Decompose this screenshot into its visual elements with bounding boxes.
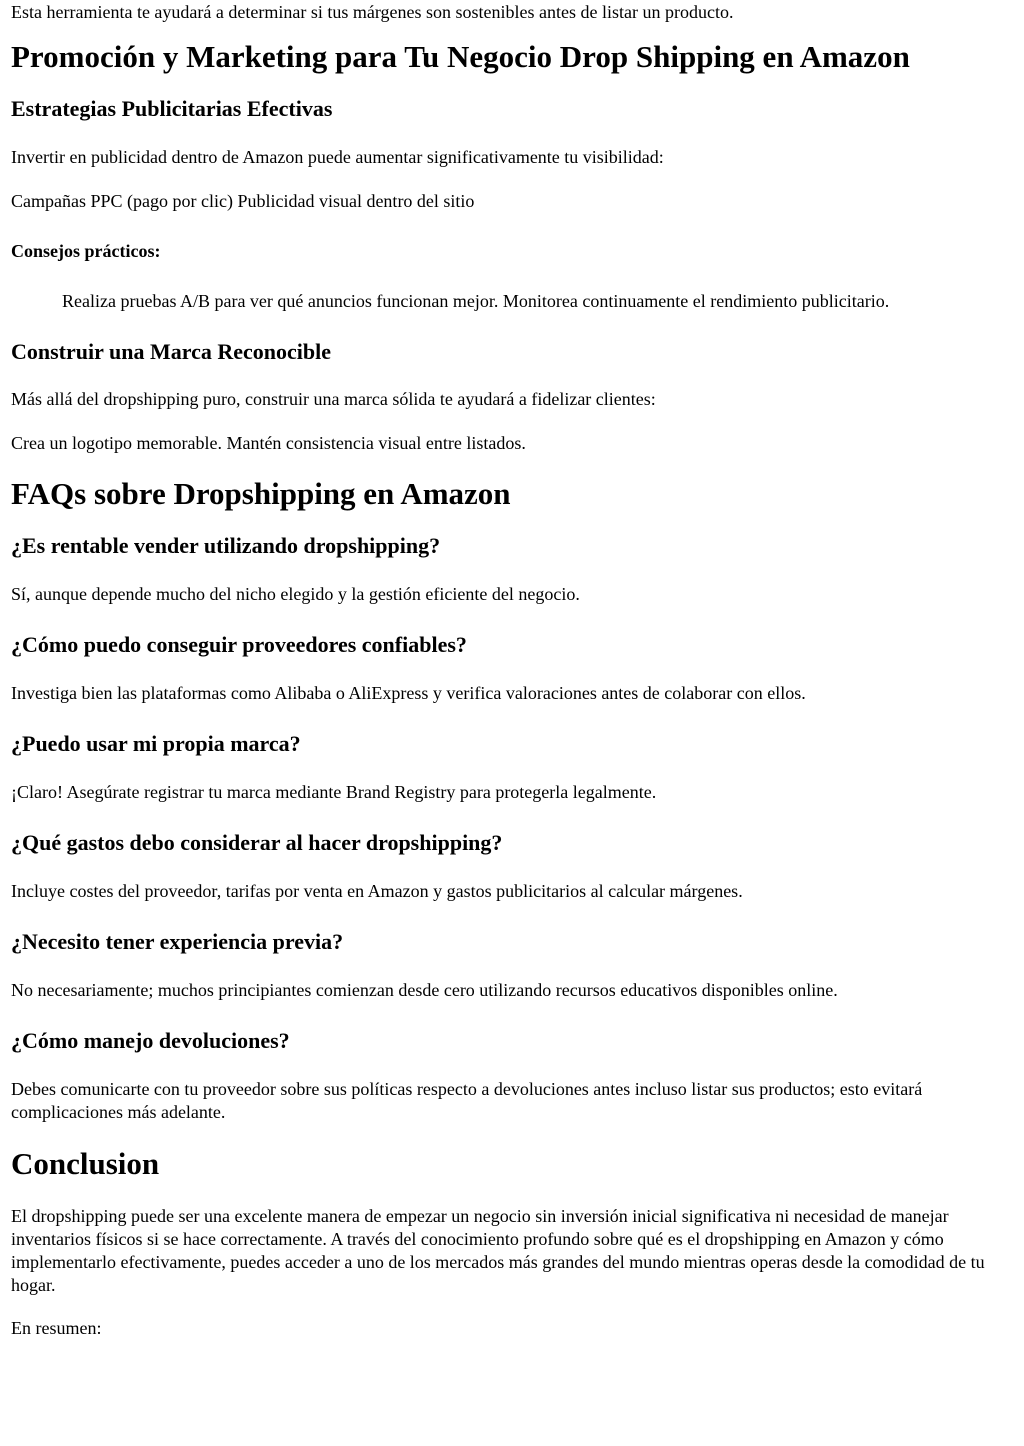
- faq-answer: Investiga bien las plataformas como Alibaba o AliExpress y verifica valoraciones antes de colaborar con ellos.: [11, 683, 806, 703]
- faq-question: ¿Cómo manejo devoluciones?: [11, 1028, 290, 1053]
- faq-item: [11, 532, 1017, 606]
- summary-paragraph: En resumen:: [11, 1318, 102, 1338]
- faq-answer: ¡Claro! Asegúrate registrar tu marca mediante Brand Registry para protegerla legalmente.: [11, 782, 657, 802]
- faq-answer: No necesariamente; muchos principiantes comienzan desde cero utilizando recursos educativos disponibles online.: [11, 980, 838, 1000]
- brand-heading: Construir una Marca Reconocible: [11, 339, 331, 364]
- faq-item: [11, 829, 1017, 903]
- faq-answer: Incluye costes del proveedor, tarifas por venta en Amazon y gastos publicitarios al calcular márgenes.: [11, 881, 743, 901]
- faq-answer: Sí, aunque depende mucho del nicho elegido y la gestión eficiente del negocio.: [11, 584, 580, 604]
- faqs-heading: FAQs sobre Dropshipping en Amazon: [11, 476, 511, 511]
- faq-question: ¿Qué gastos debo considerar al hacer dropshipping?: [11, 830, 503, 855]
- faq-question: ¿Necesito tener experiencia previa?: [11, 929, 344, 954]
- brand-paragraph: Más allá del dropshipping puro, construir una marca sólida te ayudará a fidelizar clientes:: [11, 389, 656, 409]
- faq-question: ¿Puedo usar mi propia marca?: [11, 731, 301, 756]
- faq-item: [11, 631, 1017, 705]
- faq-question: ¿Es rentable vender utilizando dropshipping?: [11, 533, 441, 558]
- faq-item: [11, 730, 1017, 804]
- faq-question: ¿Cómo puedo conseguir proveedores confiables?: [11, 632, 467, 657]
- conclusion-heading: Conclusion: [11, 1146, 160, 1181]
- ads-heading: Estrategias Publicitarias Efectivas: [11, 96, 333, 121]
- faq-item: [11, 1027, 1017, 1124]
- faq-answer: Debes comunicarte con tu proveedor sobre sus políticas respecto a devoluciones antes incluso listar sus productos; esto evitará complicaciones más adelante.: [11, 1079, 923, 1122]
- promo-heading: Promoción y Marketing para Tu Negocio Drop Shipping en Amazon: [11, 39, 910, 74]
- ads-list: Campañas PPC (pago por clic) Publicidad visual dentro del sitio: [11, 191, 475, 211]
- intro-paragraph: Esta herramienta te ayudará a determinar si tus márgenes son sostenibles antes de listar un producto.: [11, 2, 734, 22]
- brand-list: Crea un logotipo memorable. Mantén consistencia visual entre listados.: [11, 433, 526, 453]
- tips-quote: Realiza pruebas A/B para ver qué anuncios funcionan mejor. Monitorea continuamente el rendimiento publicitario.: [62, 291, 890, 311]
- tips-heading: Consejos prácticos:: [11, 241, 161, 261]
- article: [11, 0, 1017, 1340]
- ads-paragraph: Invertir en publicidad dentro de Amazon puede aumentar significativamente tu visibilidad:: [11, 147, 664, 167]
- faq-item: [11, 928, 1017, 1002]
- conclusion-paragraph: El dropshipping puede ser una excelente manera de empezar un negocio sin inversión inicial significativa ni necesidad de manejar inventarios físicos si se hace correctamente. A través del conocimiento profundo sobre qué es el dropshipping en Amazon y cómo implementarlo efectivamente, puedes acceder a uno de los mercados más grandes del mundo mientras operas desde la comodidad de tu hogar.: [11, 1206, 985, 1295]
